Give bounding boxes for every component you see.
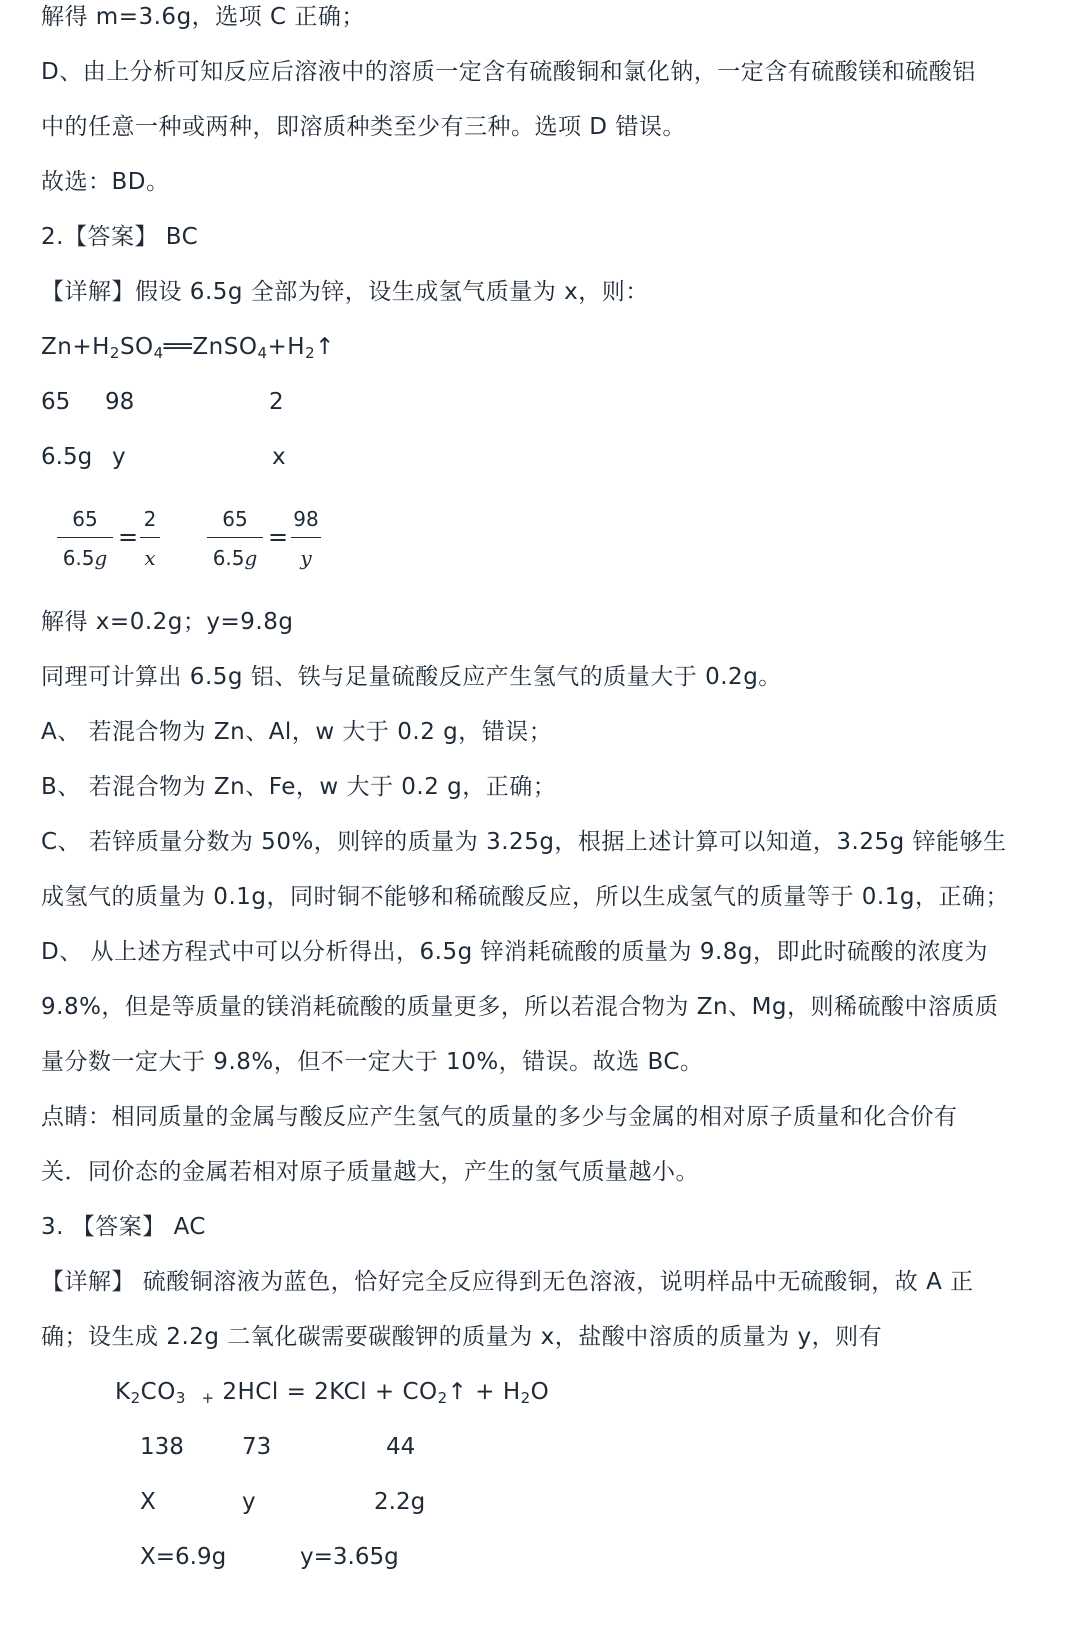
text-line: D、由上分析可知反应后溶液中的溶质一定含有硫酸铜和氯化钠，一定含有硫酸镁和硫酸铝	[41, 59, 976, 85]
equation-value: 2.2g	[374, 1489, 426, 1515]
equals-sign: =	[118, 523, 139, 551]
equals-sign: =	[268, 523, 289, 551]
text-line: 确；设生成 2.2g 二氧化碳需要碳酸钾的质量为 x，盐酸中溶质的质量为 y，则有	[41, 1324, 883, 1350]
equation-value: X=6.9g	[140, 1544, 227, 1570]
text-line: 解得 m=3.6g，选项 C 正确；	[41, 4, 365, 30]
text-line: 量分数一定大于 9.8%，但不一定大于 10%，错误。故选 BC。	[41, 1049, 704, 1075]
option-line: B、 若混合物为 Zn、Fe，w 大于 0.2 g，正确；	[41, 774, 557, 800]
comment-line: 点睛：相同质量的金属与酸反应产生氢气的质量的多少与金属的相对原子质量和化合价有	[41, 1104, 958, 1130]
fraction: 65 6.5g	[57, 507, 113, 570]
comment-line: 关．同价态的金属若相对原子质量越大，产生的氢气质量越小。	[41, 1159, 699, 1185]
equation-value: 98	[105, 389, 135, 415]
answer-heading: 3. 【答案】 AC	[41, 1214, 206, 1240]
fraction: 65 6.5g	[207, 507, 263, 570]
text-line: 【详解】 硫酸铜溶液为蓝色，恰好完全反应得到无色溶液，说明样品中无硫酸铜，故 A 正	[41, 1269, 974, 1295]
text-line: 成氢气的质量为 0.1g，同时铜不能够和稀硫酸反应，所以生成氢气的质量等于 0.1g，正确；	[41, 884, 1009, 910]
chemical-equation: $Zn+H_2SO_4══ZnSO_4+H_2↑$	[41, 334, 335, 362]
equation-value: x	[272, 444, 286, 470]
equation-value: 44	[386, 1434, 416, 1460]
equation-value: y=3.65g	[300, 1544, 399, 1570]
equation-value: 138	[140, 1434, 184, 1460]
option-line: A、 若混合物为 Zn、Al，w 大于 0.2 g，错误；	[41, 719, 553, 745]
answer-heading: 2.【答案】 BC	[41, 224, 199, 250]
text-line: 【详解】假设 6.5g 全部为锌，设生成氢气质量为 x，则：	[41, 279, 649, 305]
equation-value: X	[140, 1489, 156, 1515]
equation-value: 73	[242, 1434, 272, 1460]
text-line: 故选：BD。	[41, 169, 170, 195]
text-line: 解得 x=0.2g；y=9.8g	[41, 609, 294, 635]
option-line: C、 若锌质量分数为 50%，则锌的质量为 3.25g，根据上述计算可以知道，3.25g 锌能够生	[41, 829, 1007, 855]
fraction: 98 y	[291, 507, 321, 570]
fraction: 2 x	[140, 507, 160, 570]
chemical-equation: $K_2CO_3 + 2HCl = 2KCl$ + $CO_2↑ + H_2O$	[115, 1379, 550, 1407]
equation-value: 6.5g	[41, 444, 93, 470]
equation-value: 2	[269, 389, 284, 415]
equation-value: 65	[41, 389, 71, 415]
text-line: 同理可计算出 6.5g 铝、铁与足量硫酸反应产生氢气的质量大于 0.2g。	[41, 664, 782, 690]
text-line: 中的任意一种或两种，即溶质种类至少有三种。选项 D 错误。	[41, 114, 686, 140]
text-line: 9.8%，但是等质量的镁消耗硫酸的质量更多，所以若混合物为 Zn、Mg，则稀硫酸中溶质质	[41, 994, 999, 1020]
equation-value: y	[242, 1489, 256, 1515]
option-line: D、 从上述方程式中可以分析得出，6.5g 锌消耗硫酸的质量为 9.8g，即此时硫酸的浓度为	[41, 939, 988, 965]
equation-value: y	[112, 444, 126, 470]
